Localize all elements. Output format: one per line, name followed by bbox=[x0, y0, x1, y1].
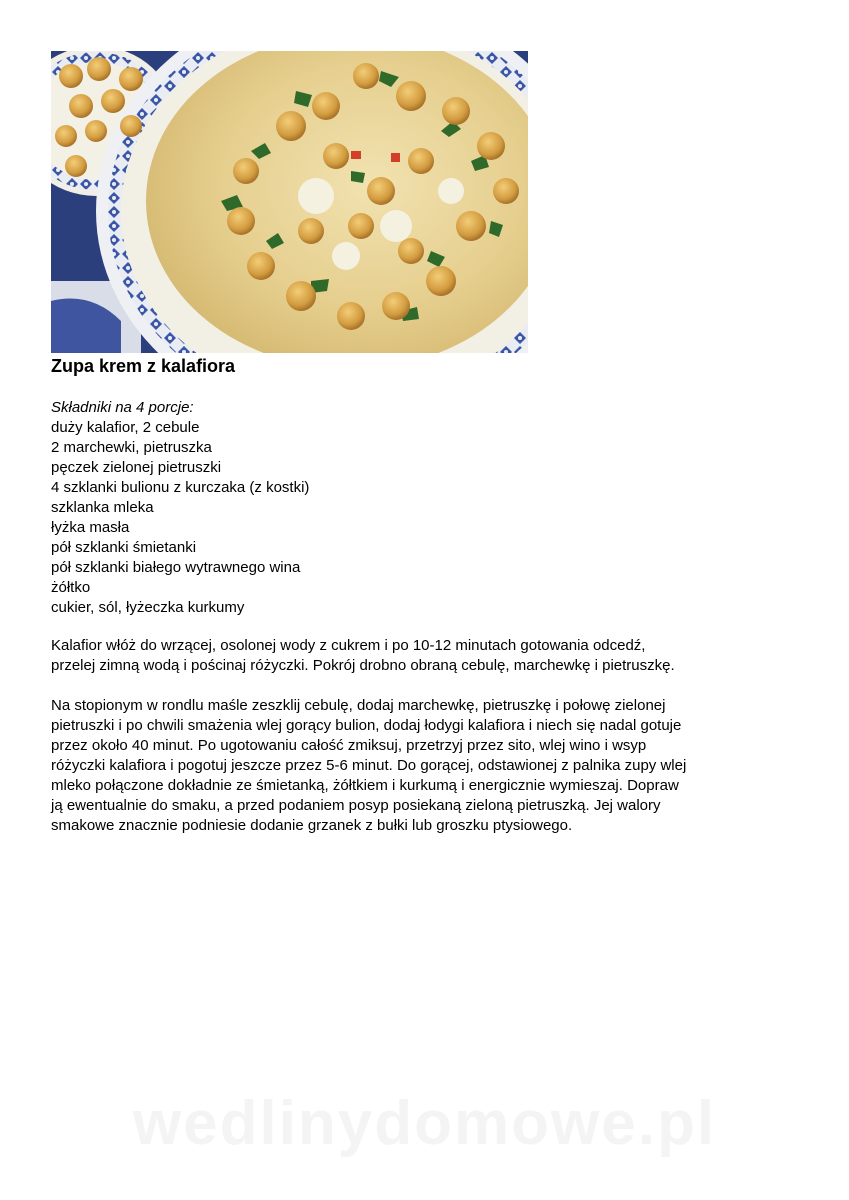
ingredient-item: duży kalafior, 2 cebule bbox=[51, 419, 200, 436]
ingredient-item: 2 marchewki, pietruszka bbox=[51, 439, 212, 456]
ingredient-item: łyżka masła bbox=[51, 519, 130, 536]
ingredient-item: szklanka mleka bbox=[51, 499, 154, 516]
soup-bowl-image bbox=[51, 51, 528, 353]
paragraph-line: smakowe znacznie podniesie dodanie grzanek z bułki lub groszku ptysiowego. bbox=[51, 817, 573, 834]
recipe-title: Zupa krem z kalafiora bbox=[51, 356, 236, 376]
ingredient-item: 4 szklanki bulionu z kurczaka (z kostki) bbox=[51, 479, 310, 496]
ingredient-item: pęczek zielonej pietruszki bbox=[51, 459, 222, 476]
paragraph-line: Kalafior włóż do wrzącej, osolonej wody z cukrem i po 10-12 minutach gotowania odcedź, bbox=[51, 637, 646, 654]
paragraph-line: Na stopionym w rondlu maśle zeszklij cebulę, dodaj marchewkę, pietruszkę i połowę zielonej bbox=[51, 697, 666, 714]
paragraph-line: ją ewentualnie do smaku, a przed podaniem posyp posiekaną zieloną pietruszką. Jej walory bbox=[51, 797, 661, 814]
soup-photo bbox=[51, 51, 528, 353]
paragraph-line: mleko połączone dokładnie ze śmietanką, żółtkiem i kurkumą i energicznie wymieszaj. Dopraw bbox=[51, 777, 679, 794]
ingredient-item: pół szklanki białego wytrawnego wina bbox=[51, 559, 301, 576]
preparation-paragraph-1 bbox=[51, 636, 801, 676]
paragraph-line: różyczki kalafiora i pogotuj jeszcze przez 5-6 minut. Do gorącej, odstawionej z palnika zupy wlej bbox=[51, 757, 687, 774]
ingredient-item: żółtko bbox=[51, 579, 91, 596]
site-watermark: wedlinydomowe.pl bbox=[132, 1089, 717, 1158]
paragraph-line: przez około 40 minut. Po ugotowaniu całość zmiksuj, przetrzyj przez sito, wlej wino i wsyp bbox=[51, 737, 647, 754]
preparation-paragraph-2 bbox=[51, 696, 801, 836]
ingredient-item: pół szklanki śmietanki bbox=[51, 539, 197, 556]
paragraph-line: przelej zimną wodą i pościnaj różyczki. Pokrój drobno obraną cebulę, marchewkę i pietruszkę. bbox=[51, 657, 675, 674]
ingredient-item: cukier, sól, łyżeczka kurkumy bbox=[51, 599, 245, 616]
ingredients-heading: Składniki na 4 porcje: bbox=[51, 399, 194, 416]
paragraph-line: pietruszki i po chwili smażenia wlej gorący bulion, dodaj łodygi kalafiora i niech się nadal gotuje bbox=[51, 717, 682, 734]
ingredients-section bbox=[51, 398, 309, 618]
